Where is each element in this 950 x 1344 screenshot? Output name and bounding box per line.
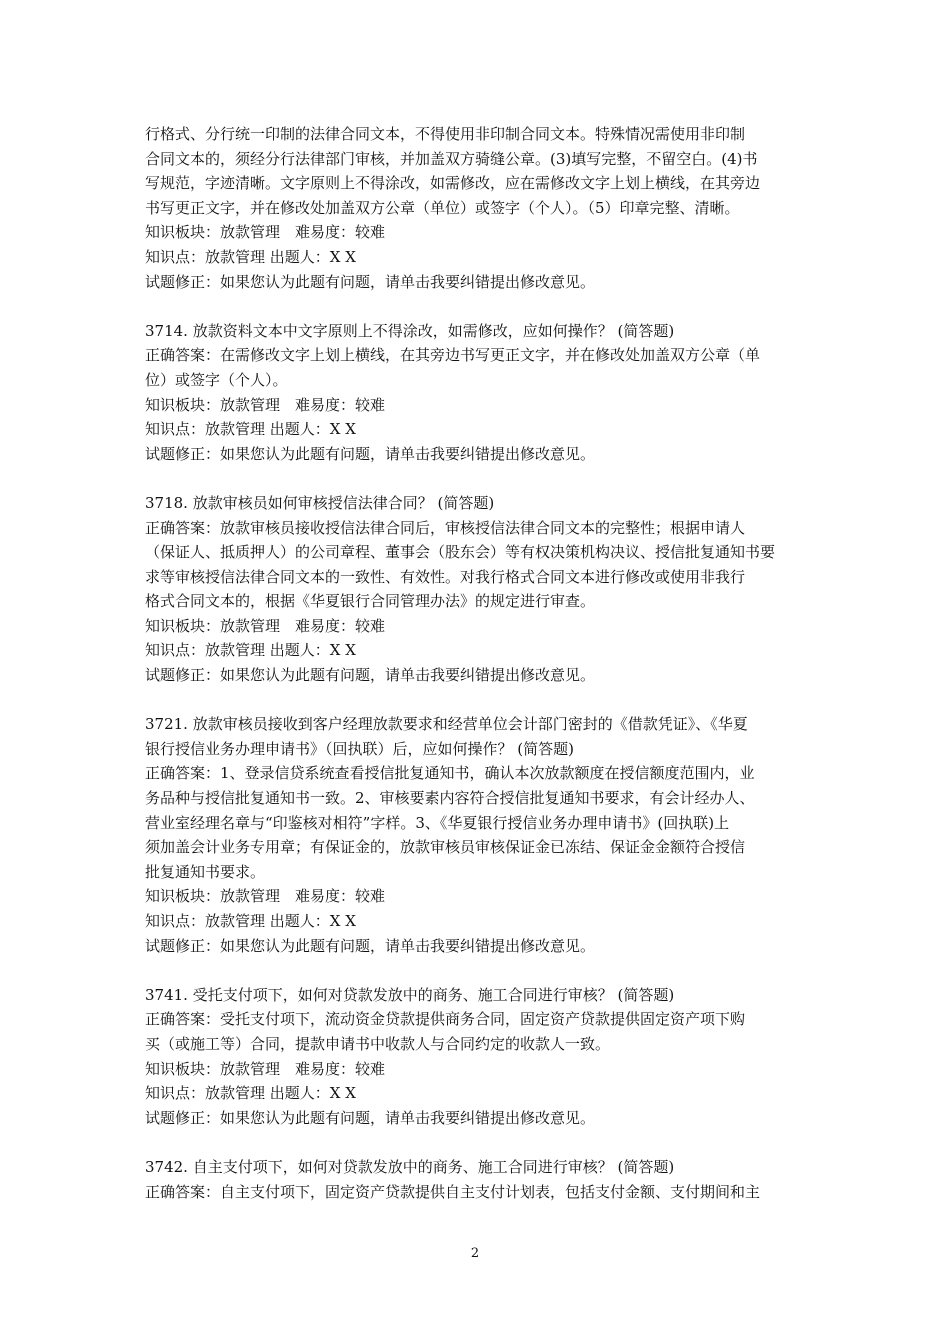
text-line: 须加盖会计业务专用章；有保证金的，放款审核员审核保证金已冻结、保证金金额符合授信 [145, 838, 746, 857]
text-line: 正确答案：1、登录信贷系统查看授信批复通知书，确认本次放款额度在授信额度范围内，业 [145, 764, 755, 783]
text-line: 知识板块：放款管理 难易度：较难 [145, 395, 386, 414]
text-line: 合同文本的，须经分行法律部门审核，并加盖双方骑缝公章。(3)填写完整，不留空白。(4)书 [145, 149, 758, 168]
text-line: 知识板块：放款管理 难易度：较难 [145, 1059, 386, 1078]
text-line: 知识板块：放款管理 难易度：较难 [145, 616, 386, 635]
text-line: 知识点：放款管理 出题人：X X [145, 641, 356, 660]
text-line: 知识点：放款管理 出题人：X X [145, 1084, 356, 1103]
text-line: 试题修正：如果您认为此题有问题，请单击我要纠错提出修改意见。 [145, 936, 596, 955]
page-number: 2 [470, 1246, 480, 1261]
text-line: 格式合同文本的，根据《华夏银行合同管理办法》的规定进行审查。 [145, 592, 596, 611]
text-line: 求等审核授信法律合同文本的一致性、有效性。对我行格式合同文本进行修改或使用非我行 [145, 567, 746, 586]
text-line: 行格式、分行统一印制的法律合同文本，不得使用非印制合同文本。特殊情况需使用非印制 [145, 125, 746, 143]
paragraph-gap [145, 1130, 815, 1155]
text-line: 写规范，字迹清晰。文字原则上不得涂改，如需修改，应在需修改文字上划上横线，在其旁边 [145, 174, 761, 193]
text-line: 买（或施工等）合同，提款申请书中收款人与合同约定的收款人一致。 [145, 1034, 611, 1053]
text-line: （保证人、抵质押人）的公司章程、董事会（股东会）等有权决策机构决议、授信批复通知书要 [145, 543, 776, 562]
paragraph-gap [145, 466, 815, 491]
text-line: 知识点：放款管理 出题人：X X [145, 912, 356, 930]
text-line: 试题修正：如果您认为此题有问题，请单击我要纠错提出修改意见。 [145, 272, 596, 291]
paragraph-gap [145, 688, 815, 713]
text-line: 试题修正：如果您认为此题有问题，请单击我要纠错提出修改意见。 [145, 1108, 596, 1127]
text-line: 知识板块：放款管理 难易度：较难 [145, 887, 386, 906]
text-line: 试题修正：如果您认为此题有问题，请单击我要纠错提出修改意见。 [145, 666, 596, 685]
text-line: 3718. 放款审核员如何审核授信法律合同？ (简答题) [145, 493, 495, 512]
text-line: 营业室经理名章与“印鉴核对相符”字样。3、《华夏银行授信业务办理申请书》(回执联)上 [145, 813, 730, 832]
text-line: 正确答案：受托支付项下，流动资金贷款提供商务合同，固定资产贷款提供固定资产项下购 [145, 1010, 746, 1029]
text-line: 正确答案：自主支付项下，固定资产贷款提供自主支付计划表，包括支付金额、支付期间和主 [145, 1182, 761, 1201]
text-line: 3741. 受托支付项下，如何对贷款发放中的商务、施工合同进行审核？ (简答题) [145, 985, 675, 1004]
text-line: 银行授信业务办理申请书》（回执联）后，应如何操作？ (简答题) [145, 739, 574, 758]
question-block [145, 122, 815, 294]
text-line: 知识板块：放款管理 难易度：较难 [145, 223, 386, 242]
text-line: 正确答案：放款审核员接收授信法律合同后，审核授信法律合同文本的完整性；根据申请人 [145, 518, 746, 537]
text-line: 位）或签字（个人）。 [145, 370, 288, 389]
text-line: 3721. 放款审核员接收到客户经理放款要求和经营单位会计部门密封的《借款凭证》、《华夏 [145, 715, 748, 734]
question-block [145, 1155, 815, 1204]
text-line: 书写更正文字，并在修改处加盖双方公章（单位）或签字（个人）。（5）印章完整、清晰。 [145, 198, 740, 217]
text-line: 知识点：放款管理 出题人：X X [145, 247, 356, 266]
text-line: 批复通知书要求。 [145, 862, 266, 881]
question-block [145, 983, 815, 1131]
question-block [145, 319, 815, 467]
paragraph-gap [145, 294, 815, 319]
text-line: 正确答案：在需修改文字上划上横线，在其旁边书写更正文字，并在修改处加盖双方公章（单 [145, 346, 761, 365]
question-block [145, 491, 815, 688]
question-block [145, 712, 815, 958]
paragraph-gap [145, 958, 815, 983]
text-line: 务品种与授信批复通知书一致。2、审核要素内容符合授信批复通知书要求，有会计经办人、 [145, 789, 755, 808]
text-line: 3742. 自主支付项下，如何对贷款发放中的商务、施工合同进行审核？ (简答题) [145, 1157, 675, 1176]
document-body [145, 122, 815, 1204]
text-line: 试题修正：如果您认为此题有问题，请单击我要纠错提出修改意见。 [145, 444, 596, 463]
text-line: 3714. 放款资料文本中文字原则上不得涂改，如需修改，应如何操作？ (简答题) [145, 321, 675, 340]
text-line: 知识点：放款管理 出题人：X X [145, 420, 356, 439]
